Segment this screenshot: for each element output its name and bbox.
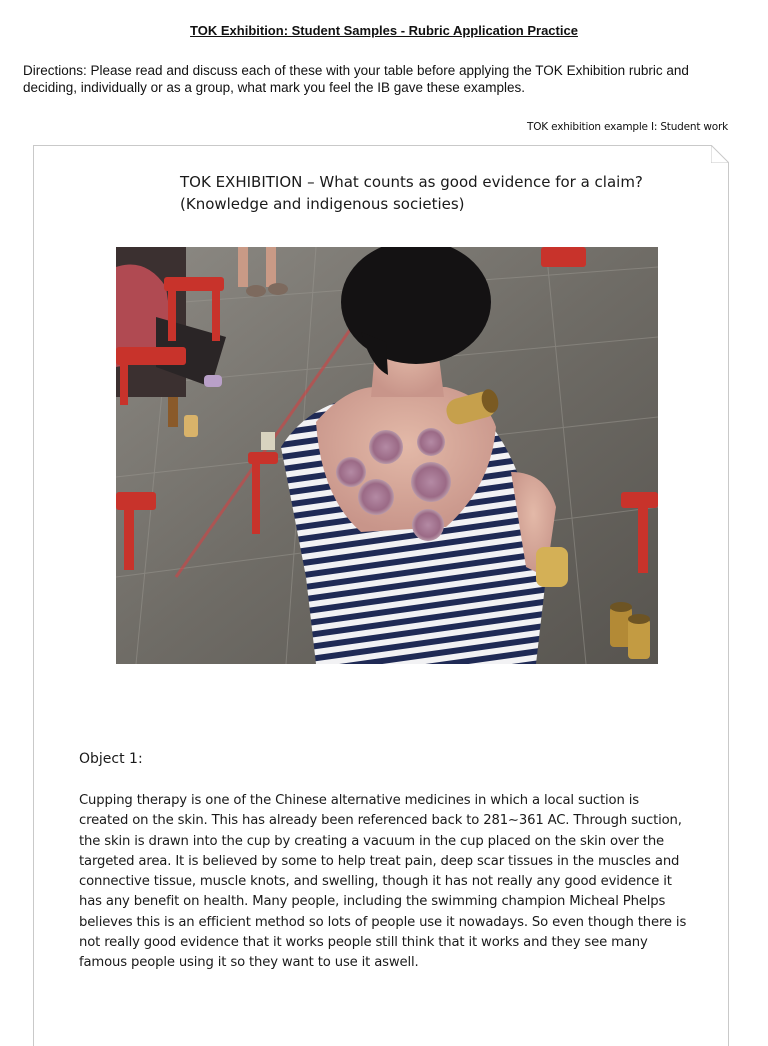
exhibition-title [180,171,643,215]
exhibition-theme: (Knowledge and indigenous societies) [180,195,465,213]
document-title: TOK Exhibition: Student Samples - Rubric Application Practice [190,23,578,38]
example-caption: TOK exhibition example I: Student work [527,121,728,133]
directions-text: Directions: Please read and discuss each of these with your table before applying the TOK Exhibition rubric and deciding, individually or as a group, what mark you feel the IB gave these examples. [23,63,689,95]
object-label: Object 1: [79,751,143,767]
student-work-page [33,145,729,1046]
object-commentary: Cupping therapy is one of the Chinese alternative medicines in which a local suction is created on the skin. This has already been referenced back to 281∼361 AC. Through suction, the skin is drawn into the cup by creating a vacuum in the cup placed on the skin over the targeted area. It is believed by some to help treat pain, deep scar tissues in the muscles and connective tissue, muscle knots, and swelling, though it has not really any good evidence it has any benefit on health. Many people, including the swimming champion Micheal Phelps believes this is an efficient method so lots of people use it nowadays. So even though there is not really good evidence that it works people still think that it works and they see many famous people using it so they want to use it aswell. [79,793,687,971]
page-corner-fold [711,145,729,163]
cupping-therapy-photo [116,247,658,664]
exhibition-prompt: TOK EXHIBITION – What counts as good evidence for a claim? [180,173,643,191]
